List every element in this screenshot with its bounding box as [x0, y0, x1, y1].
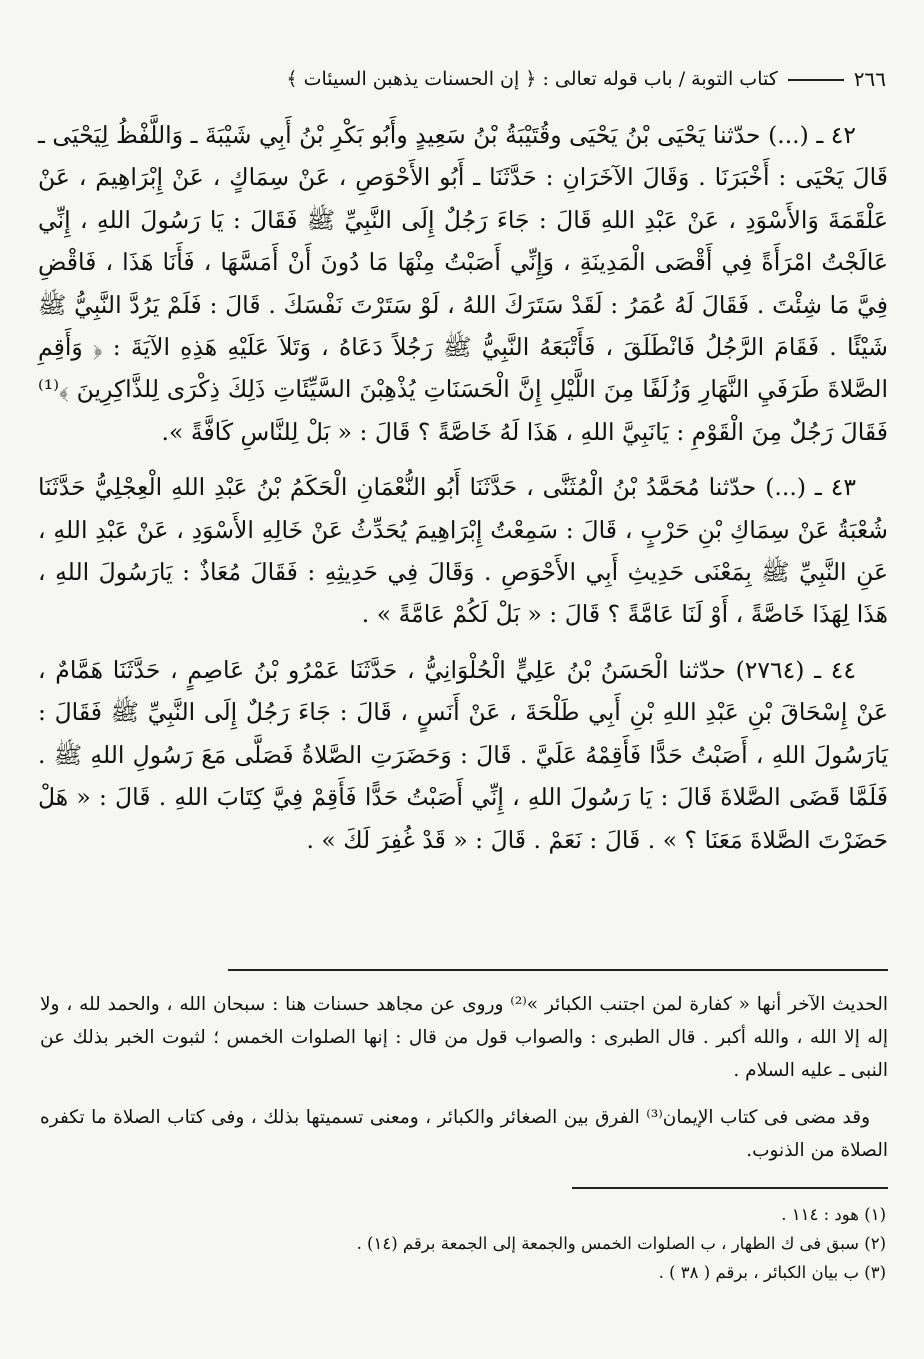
header-rule [788, 79, 844, 81]
commentary-paragraph: الحديث الآخر أنها « كفارة لمن اجتنب الكبائر »⁽²⁾ وروى عن مجاهد حسنات هنا : سبحان الله ، والحمد لله ، ولا إله إلا الله ، والله أكبر . قال الطبرى : والصواب قول من قال : إنها الصلوات الخمس ؛ لثبوت الخبر بذلك عن النبى ـ عليه السلام . [40, 994, 888, 1081]
footnotes [40, 1200, 886, 1287]
hadith-paragraph [38, 466, 888, 636]
hadith-body: حدّثنا مُحَمَّدُ بْنُ الْمُثَنَّى ، حَدَّثَنَا أَبُو النُّعْمَانِ الْحَكَمُ بْنُ عَبْدِ اللهِ الْعِجْلِيُّ حَدَّثَنَا شُعْبَةُ عَنْ سِمَاكِ بْنِ حَرْبٍ ، قَالَ : سَمِعْتُ إِبْرَاهِيمَ يُحَدِّثُ عَنْ خَالِهِ الأَسْوَدِ ، عَنْ عَبْدِ اللهِ ، عَنِ النَّبِيِّ ﷺ بِمَعْنَى حَدِيثِ أَبِي الأَحْوَصِ . وَقَالَ فِي حَدِيثِهِ : فَقَالَ مُعَاذٌ : يَارَسُولَ اللهِ ، هَذَا لِهَذَا خَاصَّةً ، أَوْ لَنَا عَامَّةً ؟ قَالَ : « بَلْ لَكُمْ عَامَّةً » . [38, 473, 888, 629]
page-number: ٢٦٦ [853, 67, 886, 91]
commentary-divider [228, 969, 888, 971]
hadith-number: ٤٣ ـ (...) [765, 473, 857, 502]
hadith-number: ٤٤ ـ (٢٧٦٤) [735, 655, 857, 684]
footnote: (٣) ب بيان الكبائر ، برقم ( ٣٨ ) . [658, 1263, 886, 1282]
footnote-divider [572, 1187, 888, 1189]
commentary [40, 988, 888, 1181]
commentary-paragraph: وقد مضى فى كتاب الإيمان⁽³⁾ الفرق بين الصغائر والكبائر ، ومعنى تسميتها بذلك ، وفى كتاب الصلاة ما تكفره الصلاة من الذنوب. [40, 1107, 888, 1161]
hadith-text [38, 114, 888, 874]
running-title: كتاب التوبة / باب قوله تعالى : ﴿ إن الحسنات يذهبن السيئات ﴾ [286, 68, 778, 90]
hadith-paragraph [38, 649, 888, 861]
hadith-number: ٤٢ ـ (...) [768, 121, 856, 149]
running-header [40, 62, 886, 96]
footnote: (٢) سبق فى ك الطهار ، ب الصلوات الخمس والجمعة إلى الجمعة برقم (١٤) . [356, 1234, 886, 1253]
hadith-body: حدّثنا يَحْيَى بْنُ يَحْيَى وقُتَيْبَةُ بْنُ سَعِيدٍ وأَبُو بَكْرِ بْنُ أَبِي شَيْبَةَ ـ وَاللَّفْظُ لِيَحْيَى ـ قَالَ يَحْيَى : أَخْبَرَنَا . وَقَالَ الآخَرَانِ : حَدَّثَنَا ـ أَبُو الأَحْوَصِ ، عَنْ سِمَاكٍ ، عَنْ إِبْرَاهِيمَ ، عَنْ عَلْقَمَةَ وَالأَسْوَدِ ، عَنْ عَبْدِ اللهِ قَالَ : جَاءَ رَجُلٌ إِلَى النَّبِيِّ ﷺ فَقَالَ : يَا رَسُولَ اللهِ ، إِنِّي عَالَجْتُ امْرَأَةً فِي أَقْصَى الْمَدِينَةِ ، وَإِنِّي أَصَبْتُ مِنْهَا مَا دُونَ أَنْ أَمَسَّهَا ، فَأَنَا هَذَا ، فَاقْضِ فِيَّ مَا شِئْتَ . فَقَالَ لَهُ عُمَرُ : لَقَدْ سَتَرَكَ اللهُ ، لَوْ سَتَرْتَ نَفْسَكَ . قَالَ : فَلَمْ يَرُدَّ النَّبِيُّ ﷺ شَيْئًا . فَقَامَ الرَّجُلُ فَانْطَلَقَ ، فَأَتْبَعَهُ النَّبِيُّ ﷺ رَجُلاً دَعَاهُ ، وَتَلاَ عَلَيْهِ هَذِهِ الآيَةَ : ﴿ وَأَقِمِ الصَّلاةَ طَرَفَيِ النَّهَارِ وَزُلَفًا مِنَ اللَّيْلِ إِنَّ الْحَسَنَاتِ يُذْهِبْنَ السَّيِّئَاتِ ذَلِكَ ذِكْرَى لِلذَّاكِرِينَ ﴾⁽¹⁾ فَقَالَ رَجُلٌ مِنَ الْقَوْمِ : يَانَبِيَّ اللهِ ، هَذَا لَهُ خَاصَّةً ؟ قَالَ : « بَلْ لِلنَّاسِ كَافَّةً ». [38, 121, 888, 446]
hadith-paragraph [38, 114, 888, 453]
footnote: (١) هود : ١١٤ . [781, 1205, 886, 1224]
hadith-body: حدّثنا الْحَسَنُ بْنُ عَلِيٍّ الْحُلْوَانِيُّ ، حَدَّثَنَا عَمْرُو بْنُ عَاصِمٍ ، حَدَّثَنَا هَمَّامٌ ، عَنْ إِسْحَاقَ بْنِ عَبْدِ اللهِ بْنِ أَبِي طَلْحَةَ ، عَنْ أَنَسٍ ، قَالَ : جَاءَ رَجُلٌ إِلَى النَّبِيِّ ﷺ فَقَالَ : يَارَسُولَ اللهِ ، أَصَبْتُ حَدًّا فَأَقِمْهُ عَلَيَّ . قَالَ : وَحَضَرَتِ الصَّلاةُ فَصَلَّى مَعَ رَسُولِ اللهِ ﷺ . فَلَمَّا قَضَى الصَّلاةَ قَالَ : يَا رَسُولَ اللهِ ، إِنِّي أَصَبْتُ حَدًّا فَأَقِمْ فِيَّ كِتَابَ اللهِ . قَالَ : « هَلْ حَضَرْتَ الصَّلاةَ مَعَنَا ؟ » . قَالَ : نَعَمْ . قَالَ : « قَدْ غُفِرَ لَكَ » . [38, 655, 888, 854]
